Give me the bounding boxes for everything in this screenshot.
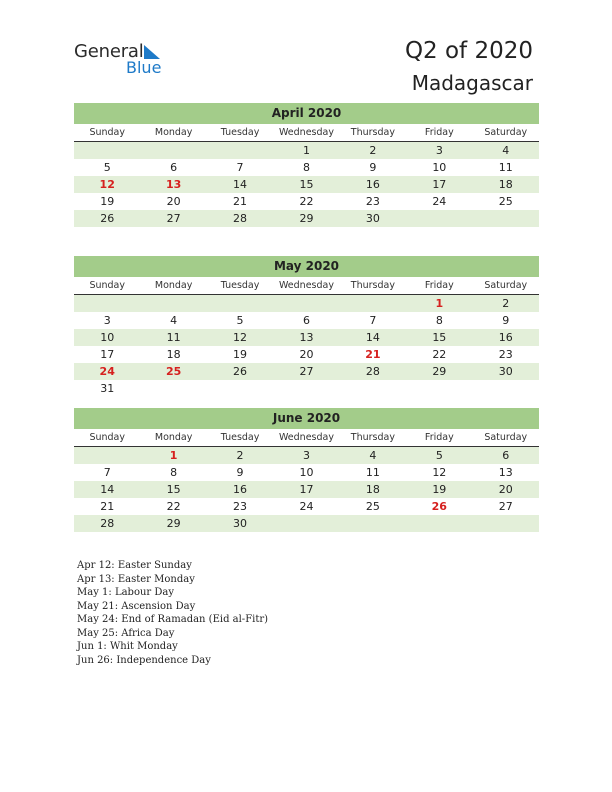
day-cell: 21	[100, 500, 115, 513]
day-cell: 23	[233, 500, 248, 513]
day-cell: 2	[369, 144, 377, 157]
day-cell: 2	[502, 297, 510, 310]
logo	[74, 41, 184, 81]
weekday-label: Sunday	[89, 127, 125, 138]
empty-day-cell	[74, 295, 140, 312]
logo-general-text: General	[74, 41, 144, 62]
empty-day-cell	[473, 380, 539, 397]
weekday-label: Wednesday	[278, 127, 334, 138]
day-cell: 24	[432, 195, 447, 208]
weekday-label: Wednesday	[278, 432, 334, 443]
weekday-label: Thursday	[350, 127, 395, 138]
weekday-label: Thursday	[350, 432, 395, 443]
day-cell: 26	[100, 212, 115, 225]
empty-day-cell	[207, 380, 273, 397]
day-cell: 11	[498, 161, 513, 174]
day-cell: 20	[299, 348, 314, 361]
week-row	[74, 346, 539, 363]
weekday-label: Friday	[424, 432, 454, 443]
holiday-note: May 21: Ascension Day	[77, 600, 196, 612]
weekday-label: Sunday	[89, 432, 125, 443]
day-cell: 20	[498, 483, 513, 496]
day-cell: 29	[432, 365, 447, 378]
day-cell: 3	[435, 144, 443, 157]
empty-day-cell	[340, 380, 406, 397]
day-cell: 13	[165, 178, 182, 191]
week-row	[74, 498, 539, 515]
day-cell: 24	[99, 365, 115, 378]
weekday-label: Tuesday	[220, 432, 260, 443]
day-cell: 18	[365, 483, 380, 496]
day-cell: 27	[299, 365, 314, 378]
day-cell: 1	[169, 449, 178, 462]
empty-day-cell	[473, 515, 539, 532]
weeks	[74, 142, 539, 227]
day-cell: 26	[431, 500, 447, 513]
holiday-notes	[77, 559, 268, 667]
empty-day-cell	[473, 210, 539, 227]
day-cell: 23	[365, 195, 380, 208]
weekday-label: Monday	[154, 127, 193, 138]
empty-day-cell	[140, 142, 206, 159]
week-row	[74, 329, 539, 346]
empty-day-cell	[273, 380, 339, 397]
day-cell: 6	[502, 449, 510, 462]
day-cell: 19	[233, 348, 248, 361]
day-cell: 17	[432, 178, 447, 191]
day-cell: 10	[100, 331, 115, 344]
weekday-label: Friday	[424, 127, 454, 138]
day-cell: 25	[365, 500, 380, 513]
week-row	[74, 210, 539, 227]
day-cell: 30	[365, 212, 380, 225]
day-cell: 15	[166, 483, 181, 496]
day-cell: 29	[166, 517, 181, 530]
day-cell: 9	[236, 466, 244, 479]
week-row	[74, 312, 539, 329]
week-row	[74, 481, 539, 498]
day-cell: 7	[369, 314, 377, 327]
week-row	[74, 363, 539, 380]
empty-day-cell	[406, 210, 472, 227]
holiday-note: May 24: End of Ramadan (Eid al-Fitr)	[77, 614, 269, 625]
holiday-note: Apr 12: Easter Sunday	[77, 560, 192, 571]
weekday-label: Wednesday	[278, 280, 334, 291]
empty-day-cell	[406, 515, 472, 532]
day-cell: 16	[498, 331, 513, 344]
month-april	[74, 103, 539, 227]
weekday-label: Saturday	[484, 127, 528, 138]
day-cell: 15	[299, 178, 314, 191]
day-cell: 16	[233, 483, 248, 496]
holiday-note: May 25: Africa Day	[77, 627, 175, 639]
day-cell: 5	[236, 314, 244, 327]
holiday-note: May 1: Labour Day	[77, 587, 174, 598]
logo-blue-text: Blue	[126, 58, 162, 77]
day-cell: 17	[100, 348, 115, 361]
day-cell: 18	[166, 348, 181, 361]
day-cell: 4	[170, 314, 178, 327]
day-cell: 25	[165, 365, 182, 378]
day-cell: 23	[498, 348, 513, 361]
day-cell: 14	[233, 178, 248, 191]
weekday-label: Monday	[154, 280, 193, 291]
day-cell: 16	[365, 178, 380, 191]
day-cell: 19	[100, 195, 115, 208]
day-cell: 28	[100, 517, 115, 530]
day-cell: 26	[233, 365, 248, 378]
week-row	[74, 464, 539, 481]
weekday-label: Thursday	[350, 280, 395, 291]
day-cell: 22	[432, 348, 447, 361]
day-cell: 6	[302, 314, 310, 327]
weekday-label: Saturday	[484, 280, 528, 291]
week-row	[74, 380, 539, 397]
day-cell: 29	[299, 212, 314, 225]
month-title: April 2020	[74, 103, 539, 124]
day-cell: 3	[302, 449, 310, 462]
weekday-header-row	[74, 277, 539, 295]
empty-day-cell	[140, 295, 206, 312]
day-cell: 8	[170, 466, 178, 479]
holiday-note: Jun 26: Independence Day	[77, 654, 211, 666]
day-cell: 9	[369, 161, 377, 174]
day-cell: 24	[299, 500, 314, 513]
month-june	[74, 408, 539, 532]
weekday-header-row	[74, 429, 539, 447]
empty-day-cell	[273, 515, 339, 532]
day-cell: 14	[365, 331, 380, 344]
day-cell: 12	[233, 331, 248, 344]
day-cell: 7	[103, 466, 111, 479]
week-row	[74, 193, 539, 210]
empty-day-cell	[74, 142, 140, 159]
day-cell: 15	[432, 331, 447, 344]
empty-day-cell	[340, 295, 406, 312]
day-cell: 22	[166, 500, 181, 513]
day-cell: 1	[302, 144, 310, 157]
month-may	[74, 256, 539, 397]
day-cell: 27	[498, 500, 513, 513]
page-title: Q2 of 2020	[404, 38, 533, 64]
week-row	[74, 295, 539, 312]
day-cell: 6	[170, 161, 178, 174]
week-row	[74, 176, 539, 193]
week-row	[74, 159, 539, 176]
empty-day-cell	[340, 515, 406, 532]
day-cell: 3	[103, 314, 111, 327]
month-title: May 2020	[74, 256, 539, 277]
day-cell: 20	[166, 195, 181, 208]
day-cell: 28	[365, 365, 380, 378]
empty-day-cell	[74, 447, 140, 464]
weekday-label: Sunday	[89, 280, 125, 291]
holiday-note: Jun 1: Whit Monday	[77, 641, 178, 652]
day-cell: 28	[233, 212, 248, 225]
day-cell: 14	[100, 483, 115, 496]
week-row	[74, 447, 539, 464]
day-cell: 10	[299, 466, 314, 479]
day-cell: 27	[166, 212, 181, 225]
day-cell: 4	[502, 144, 510, 157]
day-cell: 12	[432, 466, 447, 479]
day-cell: 11	[166, 331, 181, 344]
day-cell: 8	[302, 161, 310, 174]
day-cell: 13	[498, 466, 513, 479]
weekday-header-row	[74, 124, 539, 142]
empty-day-cell	[406, 380, 472, 397]
day-cell: 10	[432, 161, 447, 174]
day-cell: 21	[365, 348, 381, 361]
day-cell: 4	[369, 449, 377, 462]
weekday-label: Tuesday	[220, 280, 260, 291]
weekday-label: Tuesday	[220, 127, 260, 138]
empty-day-cell	[207, 142, 273, 159]
country-name: Madagascar	[411, 71, 533, 95]
day-cell: 19	[432, 483, 447, 496]
day-cell: 5	[103, 161, 111, 174]
weeks	[74, 447, 539, 532]
weeks	[74, 295, 539, 397]
empty-day-cell	[273, 295, 339, 312]
week-row	[74, 142, 539, 159]
weekday-label: Monday	[154, 432, 193, 443]
empty-day-cell	[207, 295, 273, 312]
day-cell: 1	[435, 297, 444, 310]
day-cell: 21	[233, 195, 248, 208]
day-cell: 5	[435, 449, 443, 462]
day-cell: 30	[233, 517, 248, 530]
day-cell: 18	[498, 178, 513, 191]
day-cell: 8	[435, 314, 443, 327]
month-title: June 2020	[74, 408, 539, 429]
week-row	[74, 515, 539, 532]
day-cell: 31	[100, 382, 115, 395]
day-cell: 12	[99, 178, 115, 191]
day-cell: 17	[299, 483, 314, 496]
day-cell: 25	[498, 195, 513, 208]
empty-day-cell	[140, 380, 206, 397]
day-cell: 2	[236, 449, 244, 462]
weekday-label: Friday	[424, 280, 454, 291]
day-cell: 13	[299, 331, 314, 344]
day-cell: 9	[502, 314, 510, 327]
weekday-label: Saturday	[484, 432, 528, 443]
day-cell: 7	[236, 161, 244, 174]
holiday-note: Apr 13: Easter Monday	[77, 573, 195, 585]
day-cell: 22	[299, 195, 314, 208]
day-cell: 30	[498, 365, 513, 378]
day-cell: 11	[365, 466, 380, 479]
